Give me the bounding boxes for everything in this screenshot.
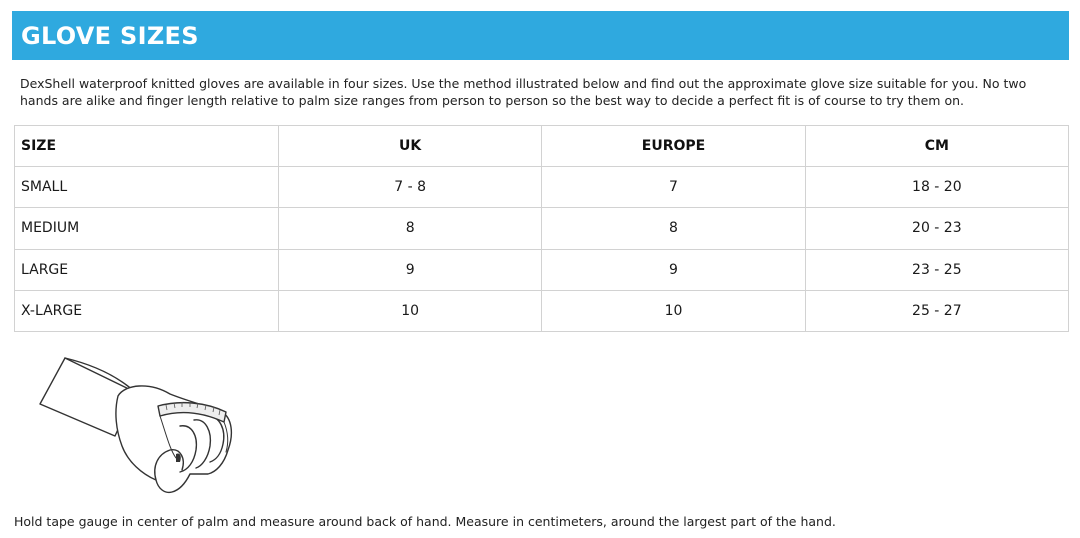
cell-uk: 10: [279, 290, 542, 331]
header-europe: EUROPE: [542, 126, 805, 167]
cell-size: SMALL: [15, 167, 279, 208]
cell-europe: 9: [542, 249, 805, 290]
cell-cm: 23 - 25: [805, 249, 1068, 290]
measurement-instructions: Hold tape gauge in center of palm and measure around back of hand. Measure in centimeters, around the largest part of the hand.: [14, 514, 836, 529]
header-uk: UK: [279, 126, 542, 167]
cell-cm: 18 - 20: [805, 167, 1068, 208]
cell-europe: 8: [542, 208, 805, 249]
cell-size: LARGE: [15, 249, 279, 290]
cell-size: MEDIUM: [15, 208, 279, 249]
cell-uk: 8: [279, 208, 542, 249]
title-banner: [12, 11, 1069, 60]
table-row: [15, 290, 1069, 331]
intro-text: DexShell waterproof knitted gloves are available in four sizes. Use the method illustrated below and find out the approximate glove size suitable for you. No two hands are alike and finger length relative to palm size ranges from person to person so the best way to decide a perfect fit is of course to try them on.: [20, 76, 1027, 108]
table-row: [15, 167, 1069, 208]
cell-uk: 9: [279, 249, 542, 290]
size-table: [14, 125, 1069, 332]
cell-cm: 20 - 23: [805, 208, 1068, 249]
table-row: [15, 208, 1069, 249]
table-header-row: [15, 126, 1069, 167]
hand-measuring-tape-icon: [30, 354, 250, 496]
header-cm: CM: [805, 126, 1068, 167]
page-title: GLOVE SIZES: [21, 22, 199, 50]
table-row: [15, 249, 1069, 290]
cell-uk: 7 - 8: [279, 167, 542, 208]
cell-size: X-LARGE: [15, 290, 279, 331]
cell-europe: 10: [542, 290, 805, 331]
header-size: SIZE: [15, 126, 279, 167]
cell-cm: 25 - 27: [805, 290, 1068, 331]
cell-europe: 7: [542, 167, 805, 208]
